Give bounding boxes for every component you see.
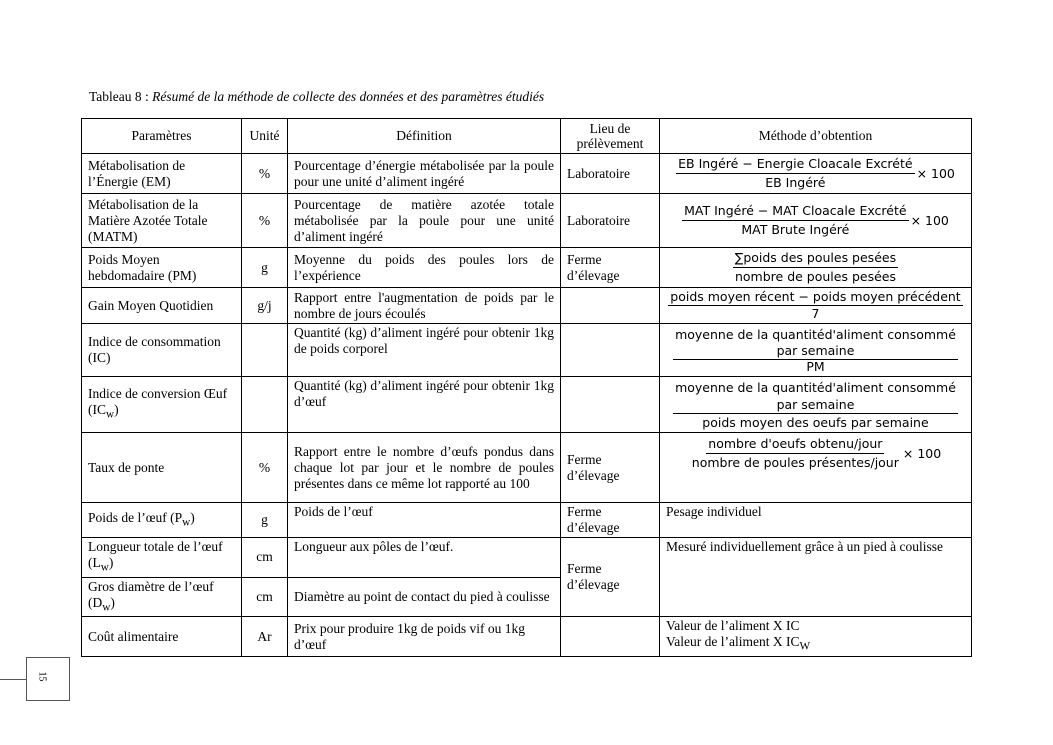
cell-lieu: Ferme d’élevage — [561, 433, 660, 503]
table-row — [82, 377, 972, 433]
cell-methode — [660, 617, 972, 657]
cell-definition: Pourcentage d’énergie métabolisée par la poule pour une unité d’aliment ingéré — [288, 154, 561, 194]
cell-definition: Rapport entre le nombre d’œufs pondus dans chaque lot par jour et le nombre de poules présentes dans ce même lot rapporté au 100 — [288, 433, 561, 503]
cell-methode — [660, 194, 972, 248]
cell-param: Gain Moyen Quotidien — [82, 288, 242, 324]
cell-methode — [660, 154, 972, 194]
formula-numerator — [673, 379, 958, 414]
cell-param — [82, 377, 242, 433]
numerator-line-2: par semaine — [776, 396, 855, 412]
header-unit: Unité — [242, 119, 288, 154]
param-text: Gros diamètre de l’œuf (D — [88, 578, 214, 610]
cell-unit: cm — [242, 538, 288, 578]
table-row — [82, 433, 972, 503]
summary-table — [81, 118, 972, 657]
methode-line-2-subscript: W — [799, 641, 811, 654]
param-text-end: ) — [190, 509, 195, 525]
header-param: Paramètres — [82, 119, 242, 154]
methode-line-1: Valeur de l’aliment X IC — [666, 618, 800, 634]
page-number-box — [26, 657, 70, 701]
param-text: Indice de conversion Œuf (IC — [88, 386, 228, 418]
formula-matm — [682, 202, 908, 239]
formula-numerator: ∑poids des poules pesées — [733, 249, 898, 268]
cell-methode — [660, 324, 972, 377]
formula-denominator: poids moyen des oeufs par semaine — [702, 414, 929, 430]
param-text: Poids de l’œuf (P — [88, 509, 183, 525]
cell-lieu: Ferme d’élevage — [561, 248, 660, 288]
cell-param: Indice de consommation (IC) — [82, 324, 242, 377]
formula-pm — [733, 249, 898, 286]
cell-lieu — [561, 617, 660, 657]
cell-definition: Diamètre au point de contact du pied à coulisse — [288, 577, 561, 617]
cell-param: Métabolisation de la Matière Azotée Totale (MATM) — [82, 194, 242, 248]
cell-lieu: Ferme d’élevage — [561, 538, 660, 617]
cell-methode: Mesuré individuellement grâce à un pied à coulisse — [660, 538, 972, 617]
cell-param — [82, 577, 242, 617]
formula-numerator: poids moyen récent − poids moyen précédent — [670, 289, 961, 304]
header-definition: Définition — [288, 119, 561, 154]
formula-multiplier: × 100 — [910, 212, 949, 228]
cell-unit — [242, 324, 288, 377]
param-text: Longueur totale de l’œuf (L — [88, 539, 223, 570]
param-subscript: w — [182, 516, 191, 529]
cell-lieu — [561, 324, 660, 377]
methode-line-2 — [666, 634, 965, 655]
formula-numerator: EB Ingéré − Energie Cloacale Excrété — [676, 155, 914, 174]
formula-gmq — [668, 289, 962, 322]
cell-lieu: Laboratoire — [561, 194, 660, 248]
table-row — [82, 324, 972, 377]
caption-title: Résumé de la méthode de collecte des données et des paramètres étudiés — [152, 89, 545, 104]
cell-unit: g — [242, 503, 288, 538]
formula-numerator — [673, 327, 958, 360]
formula-denominator: PM — [806, 360, 825, 373]
formula-multiplier: × 100 — [916, 165, 955, 181]
cell-methode — [660, 377, 972, 433]
table-row — [82, 288, 972, 324]
cell-unit: % — [242, 154, 288, 194]
cell-definition: Quantité (kg) d’aliment ingéré pour obtenir 1kg d’œuf — [288, 377, 561, 433]
cell-definition: Quantité (kg) d’aliment ingéré pour obtenir 1kg de poids corporel — [288, 324, 561, 377]
cell-lieu — [561, 288, 660, 324]
formula-multiplier: × 100 — [902, 445, 942, 461]
formula-denominator: nombre de poules présentes/jour — [691, 455, 899, 470]
cell-definition: Moyenne du poids des poules lors de l’expérience — [288, 248, 561, 288]
cell-methode — [660, 248, 972, 288]
numerator-line-2: par semaine — [776, 343, 855, 358]
cell-param: Métabolisation de l’Énergie (EM) — [82, 154, 242, 194]
numerator-line-1: moyenne de la quantitéd'aliment consommé — [675, 379, 956, 395]
page-number: 15 — [36, 671, 48, 682]
cell-definition: Rapport entre l'augmentation de poids par le nombre de jours écoulés — [288, 288, 561, 324]
cell-methode — [660, 288, 972, 324]
table-row — [82, 538, 972, 578]
caption-label: Tableau 8 : — [89, 89, 153, 104]
cell-methode — [660, 433, 972, 503]
cell-param: Taux de ponte — [82, 433, 242, 503]
table-row — [82, 248, 972, 288]
cell-unit: % — [242, 194, 288, 248]
param-subscript: w — [106, 408, 115, 421]
cell-lieu: Laboratoire — [561, 154, 660, 194]
cell-param: Coût alimentaire — [82, 617, 242, 657]
table-row — [82, 503, 972, 538]
table-caption — [89, 89, 544, 105]
formula-icw — [673, 379, 958, 431]
formula-denominator: EB Ingéré — [765, 175, 826, 190]
cell-unit: g/j — [242, 288, 288, 324]
param-text-end: ) — [108, 555, 114, 570]
formula-denominator: MAT Brute Ingéré — [741, 222, 850, 237]
cell-unit — [242, 377, 288, 433]
cell-definition: Prix pour produire 1kg de poids vif ou 1kg d’œuf — [288, 617, 561, 657]
header-methode: Méthode d’obtention — [660, 119, 972, 154]
formula-numerator: nombre d'oeufs obtenu/jour — [706, 435, 884, 454]
formula-em — [676, 155, 914, 192]
cell-unit: g — [242, 248, 288, 288]
table-row — [82, 617, 972, 657]
param-text-end: ) — [110, 594, 115, 610]
header-lieu: Lieu de prélèvement — [561, 119, 660, 154]
cell-methode: Pesage individuel — [660, 503, 972, 538]
cell-definition: Pourcentage de matière azotée totale métabolisée par la poule pour une unité d’aliment ingéré — [288, 194, 561, 248]
cell-definition: Poids de l’œuf — [288, 503, 561, 538]
cell-lieu: Ferme d’élevage — [561, 503, 660, 538]
formula-denominator: 7 — [811, 306, 820, 321]
cell-definition: Longueur aux pôles de l’œuf. — [288, 538, 561, 578]
table-row — [82, 194, 972, 248]
param-subscript: w — [102, 601, 111, 614]
param-text-end: ) — [114, 402, 119, 418]
formula-denominator: nombre de poules pesées — [734, 269, 896, 284]
formula-numerator: MAT Ingéré − MAT Cloacale Excrété — [682, 202, 908, 221]
cell-unit: cm — [242, 577, 288, 617]
cell-unit: Ar — [242, 617, 288, 657]
cell-param — [82, 503, 242, 538]
formula-ponte — [690, 435, 901, 472]
header-row — [82, 119, 972, 154]
cell-param: Poids Moyen hebdomadaire (PM) — [82, 248, 242, 288]
numerator-line-1: moyenne de la quantitéd'aliment consommé — [675, 327, 956, 342]
formula-ic — [673, 327, 958, 373]
page-number-rule — [0, 679, 27, 680]
cell-unit: % — [242, 433, 288, 503]
param-subscript: w — [100, 561, 109, 574]
cell-lieu — [561, 377, 660, 433]
cell-param — [82, 538, 242, 578]
methode-line-2-text: Valeur de l’aliment X IC — [666, 634, 800, 650]
table-row — [82, 154, 972, 194]
